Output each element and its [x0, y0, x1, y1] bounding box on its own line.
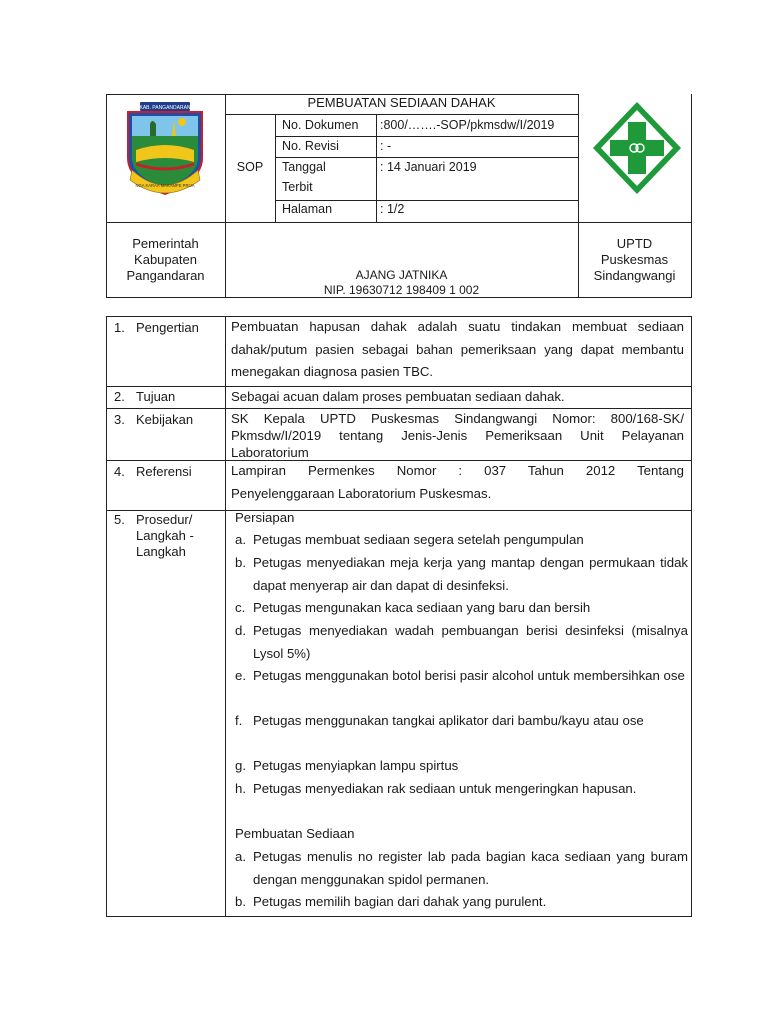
section-2-text: Sebagai acuan dalam proses pembuatan sediaan dahak. — [231, 389, 565, 404]
svg-text:NGA KARAA MAKAMPE PRIJA: NGA KARAA MAKAMPE PRIJA — [135, 183, 195, 188]
puskesmas-logo — [588, 98, 686, 198]
left-org-line1: Pemerintah — [132, 236, 199, 251]
section-5-number: 5. — [114, 512, 125, 527]
kabupaten-logo — [122, 100, 208, 200]
field-label-tanggal: Tanggal — [282, 160, 326, 174]
section-4-text-line1: Lampiran Permenkes Nomor : 037 Tahun 2012 Tentang — [231, 463, 684, 478]
section-1-text: Pembuatan hapusan dahak adalah suatu tindakan membuat sediaan dahak/putum pasien sebagai bahan pemeriksaan yang dapat membantu menegakan diagnosa pasien TBC. — [231, 319, 684, 379]
sop-body-table — [106, 316, 691, 916]
field-label-revisi: No. Revisi — [282, 139, 339, 153]
signer-nip: NIP. 19630712 198409 1 002 — [323, 283, 480, 297]
section-4-text-line2: Penyelenggaraan Laboratorium Puskesmas. — [231, 486, 492, 501]
left-org-line3: Pangandaran — [126, 268, 205, 283]
field-value-dokumen: :800/…….-SOP/pkmsdw/I/2019 — [380, 118, 555, 132]
persiapan-title: Persiapan — [235, 510, 295, 525]
sop-label: SOP — [236, 160, 264, 174]
sop-header-table — [106, 94, 691, 297]
right-org-line1: UPTD — [616, 236, 653, 251]
section-5-label-line2: Langkah - — [136, 528, 194, 543]
right-org-line3: Sindangwangi — [593, 268, 676, 283]
field-value-revisi: : - — [380, 139, 392, 153]
document-title: PEMBUATAN SEDIAAN DAHAK — [307, 95, 496, 110]
section-5-label-line3: Langkah — [136, 544, 186, 559]
section-1-label: Pengertian — [136, 320, 199, 335]
svg-text:KAB. PANGANDARAN: KAB. PANGANDARAN — [139, 105, 191, 111]
section-4-label: Referensi — [136, 464, 192, 479]
section-3-label: Kebijakan — [136, 412, 194, 427]
section-5-label-line1: Prosedur/ — [136, 512, 193, 527]
section-4-number: 4. — [114, 464, 125, 479]
signer-name: AJANG JATNIKA — [355, 268, 448, 282]
field-value-tanggal: : 14 Januari 2019 — [380, 160, 477, 174]
field-label-dokumen: No. Dokumen — [282, 118, 359, 132]
pembuatan-title: Pembuatan Sediaan — [235, 826, 355, 841]
procedure-content: Persiapan a. Petugas membuat sediaan segera setelah pengumpulan b. Petugas menyediakan meja kerja yang mantap dengan permukaan tidak dapat menyerap air dan dapat di desinfeksi. c. Petugas mengunakan kaca sediaan yang baru dan bersih d. Petugas menyediakan wadah pembuangan berisi desinfeksi (misalnya Lysol 5%) e. Petugas menggunakan botol berisi pasir alcohol untuk membersihkan ose f. Petugas menggunakan tangkai aplikator dari bambu/kayu atau ose g. Petugas menyiapkan lampu spirtus h. Petugas menyediakan rak sediaan untuk mengeringkan hapusan. Pembuatan Sediaan a. Petugas menulis no register lab pada bagian kaca sediaan yang buram dengan menggunakan spidol permanen. b. Petugas memilih bagian dari dahak yang purulent. — [235, 510, 688, 910]
field-value-halaman: : 1/2 — [380, 202, 405, 216]
section-3-text: SK Kepala UPTD Puskesmas Sindangwangi Nomor: 800/168-SK/ Pkmsdw/I/2019 tentang Jenis-Jenis Pemeriksaan Unit Pelayanan Laboratorium — [231, 411, 684, 460]
section-2-number: 2. — [114, 389, 125, 404]
section-2-label: Tujuan — [136, 389, 176, 404]
field-label-halaman: Halaman — [282, 202, 333, 216]
section-1-number: 1. — [114, 320, 125, 335]
section-3-number: 3. — [114, 412, 125, 427]
left-org-line2: Kabupaten — [134, 252, 197, 267]
field-label-terbit: Terbit — [282, 180, 313, 194]
right-org-line2: Puskesmas — [600, 252, 669, 267]
